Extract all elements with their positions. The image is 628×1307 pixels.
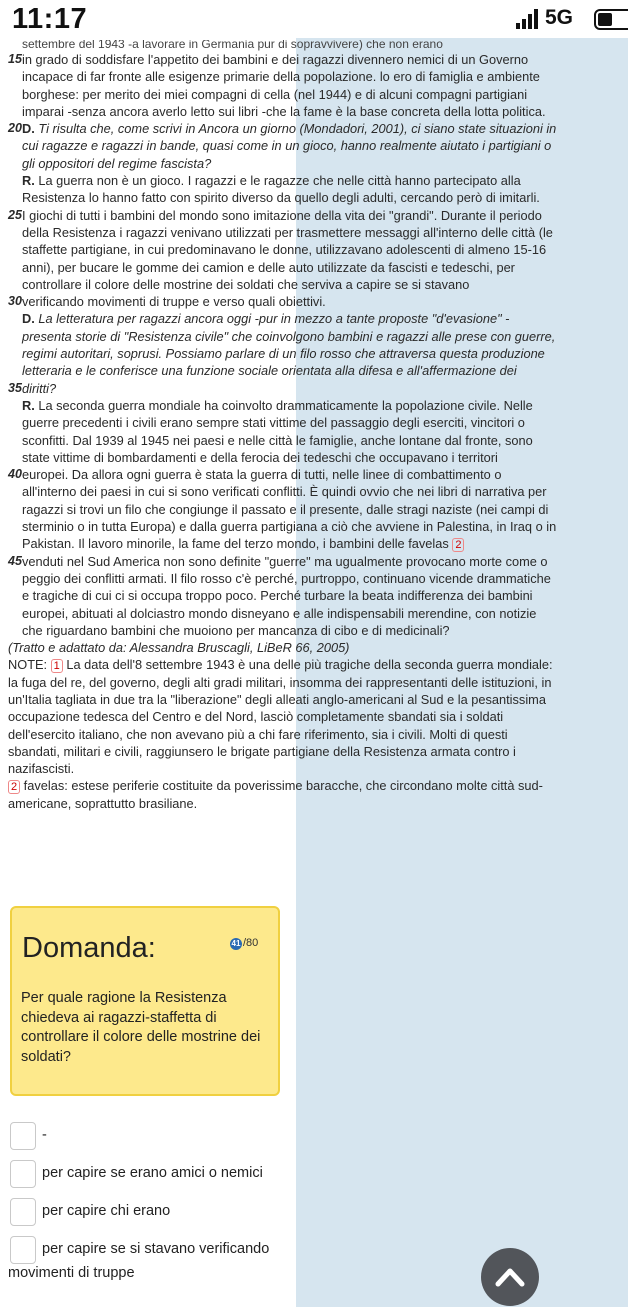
text-line: anni), per bucare le gomme dei camion e delle auto utilizzate da fascisti e tedeschi, per <box>22 259 515 275</box>
text-run: La data dell'8 settembre 1943 è una delle più tragiche della seconda guerra mondiale: <box>62 657 553 673</box>
text-line: europei, abituati al dolciastro mondo disneyano e alle indispensabili merendine, con notizie <box>22 605 537 621</box>
text-run: favelas: estese periferie costituite da poverissime baracche, che circondano molte città sud- <box>20 778 543 794</box>
text-line: staffette partigiane, in cui predominavano le donne, utilizzavano adolescenti di almeno 15-16 <box>22 242 547 258</box>
text-line: I giochi di tutti i bambini del mondo sono imitazione della vita dei "grandi". Durante il periodo <box>22 207 542 223</box>
paragraph-35 <box>8 380 622 397</box>
text-line: americane, soprattutto brasiliane. <box>8 795 198 811</box>
text-line: un'Italia tagliata in due tra la "liberazione" degli alleati anglo-americani al Sud e la pesantissima <box>8 691 546 707</box>
text-line: in grado di soddisfare l'appetito dei bambini e dei ragazzi divennero nemici di un Governo <box>22 52 529 67</box>
option-checkbox[interactable] <box>10 1198 36 1226</box>
network-type: 5G <box>545 6 574 29</box>
question-title: Domanda: <box>22 932 156 964</box>
text-line: sbandati, militari e civili, raggiunsero le brigate partigiane della Resistenza armata contro i <box>8 743 516 759</box>
text-run: La seconda guerra mondiale ha coinvolto drammaticamente la popolazione civile. Nelle <box>34 397 533 413</box>
footnote-marker-2-note[interactable]: 2 <box>8 780 20 794</box>
text-line: peggio dei conflitti armati. Il filo rosso c'è perché, purtroppo, continuano vicende drammatiche <box>22 570 551 586</box>
status-time: 11:17 <box>12 3 88 35</box>
question-2 <box>8 310 622 379</box>
text-line: la fuga del re, del governo, degli alti gradi militari, insomma dei rappresentanti delle istituzioni, in <box>8 674 552 690</box>
text-line: e tragiche di cui ci si occupa troppo poco. Perché turbare la beata indifferenza dei bambini <box>22 588 533 604</box>
paragraph-30 <box>8 293 622 310</box>
text-run: La guerra non è un gioco. I ragazzi e le ragazze che nelle città hanno partecipato alla <box>34 173 521 189</box>
line-number: 40 <box>8 467 22 482</box>
text-run: Ti risulta che, come scrivi in Ancora un giorno (Mondadori, 2001), ci siano state situazioni in <box>34 121 557 137</box>
text-run: La letteratura per ragazzi ancora oggi -pur in mezzo a tante proposte "d'evasione" - <box>34 311 510 327</box>
answer-options <box>8 1122 330 1281</box>
text-line <box>22 535 622 552</box>
paragraph-40 <box>8 466 622 552</box>
question-score: /80 <box>243 937 259 949</box>
text-line: state vittime di bombardamenti e della ferocia dei tedeschi che occupavano i territori <box>22 449 498 465</box>
line-number: 15 <box>8 52 22 66</box>
note-label: NOTE: <box>8 657 48 673</box>
footnote-marker-1[interactable]: 1 <box>51 659 63 673</box>
line-number: 30 <box>8 294 22 309</box>
text-line: ragazzi si trovi un filo che congiunge il passato e il presente, dalle stragi naziste (nei campi di <box>22 501 549 517</box>
text-line: venduti nel Sud America non sono definite "guerre" ma ugualmente provocano morte come o <box>22 553 548 569</box>
status-bar <box>0 0 628 38</box>
text-line: sconfitti. Dal 1939 al 1945 nei paesi e nelle città le famiglie, anche lontane dal fronte, sono <box>22 432 533 448</box>
text-line: verificando movimenti di truppe e verso quali obiettivi. <box>22 294 326 310</box>
text-line: regimi autoritari, soprusi. Possiamo parlare di un filo rosso che attraversa questa produzione <box>22 346 545 362</box>
paragraph-15 <box>8 51 622 120</box>
text-line: all'interno dei paesi in cui si sono verificati conflitti. È quindi ovvio che nei libri di narrativa per <box>22 484 547 500</box>
text-line: imparai -senza ancora averlo letto sui libri -che la fame è la base concreta della lotta politica. <box>22 103 546 119</box>
line-number: 35 <box>8 380 22 395</box>
line-number: 45 <box>8 553 22 568</box>
text-line: Resistenza lo hanno fatto con spirito diverso da quello degli adulti, cercando però di imitarli. <box>22 190 540 206</box>
text-line: europei. Da allora ogni guerra è stata la guerra di tutti, nelle linee di combattimento o <box>22 467 502 483</box>
answer-1 <box>8 172 622 207</box>
option-label: per capire se si stavano verificando <box>42 1241 270 1257</box>
text-line: diritti? <box>22 380 57 396</box>
line-number: 20 <box>8 121 22 136</box>
text-line: gli oppositori del regime fascista? <box>22 155 212 171</box>
text-line: della Resistenza i ragazzi venivano utilizzati per trasmettere messaggi all'interno delle città (le <box>22 224 553 240</box>
text-line: borghese: per merito dei miei compagni di cella (nel 1944) e di alcuni compagni partigiani <box>22 86 528 102</box>
text-line: guerre precedenti i civili erano sempre stati vittime del passaggio degli eserciti, vincitori o <box>22 415 525 431</box>
question-text: Per quale ragione la Resistenza chiedeva ai ragazzi-staffetta di controllare il colore delle mostrine dei soldati? <box>21 990 261 1065</box>
option-checkbox[interactable] <box>10 1122 36 1150</box>
option-checkbox[interactable] <box>10 1236 36 1264</box>
chevron-up-icon <box>495 1265 525 1287</box>
footnote-marker-2[interactable]: 2 <box>452 538 464 552</box>
option-label: per capire se erano amici o nemici <box>42 1165 263 1181</box>
text-line <box>8 656 622 673</box>
answer-option[interactable] <box>8 1236 330 1281</box>
answer-option[interactable] <box>10 1160 330 1198</box>
text-line: incapace di far fronte alle esigenze primarie della popolazione. lo ero di famiglia e ambiente <box>22 69 540 85</box>
speaker: D. <box>22 311 35 327</box>
text-line: controllare il colore delle mostrine dei soldati che serviva a capire se si stavano <box>22 276 470 292</box>
speaker: R. <box>22 397 35 413</box>
text-line: cui ragazze e ragazzi in bande, quasi come in un gioco, hanno realmente aiutato i partigiani o <box>22 138 552 154</box>
text-line <box>22 310 622 327</box>
text-line <box>22 120 622 137</box>
text-line: occupazione tedesca del Centro e del Nord, lasciò completamente sbandati sia i soldati <box>8 709 504 725</box>
text-run: Pakistan. Il lavoro minorile, la fame del terzo mondo, i bambini delle favelas <box>22 536 453 552</box>
battery-icon <box>594 9 628 30</box>
text-line <box>22 172 622 189</box>
clipped-line: settembre del 1943 -a lavorare in Germania pur di sopravvivere) che non erano <box>22 40 443 51</box>
paragraph-45 <box>8 553 622 639</box>
option-label: - <box>42 1127 47 1143</box>
question-number-badge: 41 <box>231 939 241 948</box>
text-line <box>22 397 622 414</box>
paragraph-25 <box>8 207 622 293</box>
speaker: R. <box>22 173 35 189</box>
answer-2 <box>8 397 622 466</box>
article-text <box>8 40 622 812</box>
text-line: letteraria e le conferisce una funzione sociale orientata alla difesa e all'affermazione dei <box>22 363 517 379</box>
signal-icon <box>516 9 540 29</box>
source-citation: (Tratto e adattato da: Alessandra Bruscagli, LiBeR 66, 2005) <box>8 640 350 656</box>
scroll-to-top-button[interactable] <box>481 1248 539 1306</box>
text-line: nazifascisti. <box>8 761 75 777</box>
answer-option[interactable] <box>10 1198 330 1236</box>
text-line: presenta storie di "Resistenza civile" che coinvolgono bambini e ragazzi alle prese con guerre, <box>22 328 556 344</box>
answer-option[interactable] <box>10 1122 330 1160</box>
question-box <box>10 906 280 1096</box>
notes <box>8 656 622 812</box>
option-label: per capire chi erano <box>42 1203 171 1219</box>
line-number: 25 <box>8 207 22 222</box>
text-line: che riguardano bambini che muoiono per mancanza di cibo e di medicinali? <box>22 622 450 638</box>
text-line <box>8 777 622 794</box>
option-checkbox[interactable] <box>10 1160 36 1188</box>
speaker: D. <box>22 121 35 137</box>
question-20 <box>8 120 622 172</box>
text-line: dell'esercito italiano, che non avevano più a chi fare riferimento, sia i civili. Molti di questi <box>8 726 508 742</box>
option-label-wrap: movimenti di truppe <box>8 1265 135 1281</box>
text-line: sterminio o in tutta Europa) e dalla guerra partigiana a ciò che avviene in Palestina, in Iraq o in <box>22 519 557 535</box>
